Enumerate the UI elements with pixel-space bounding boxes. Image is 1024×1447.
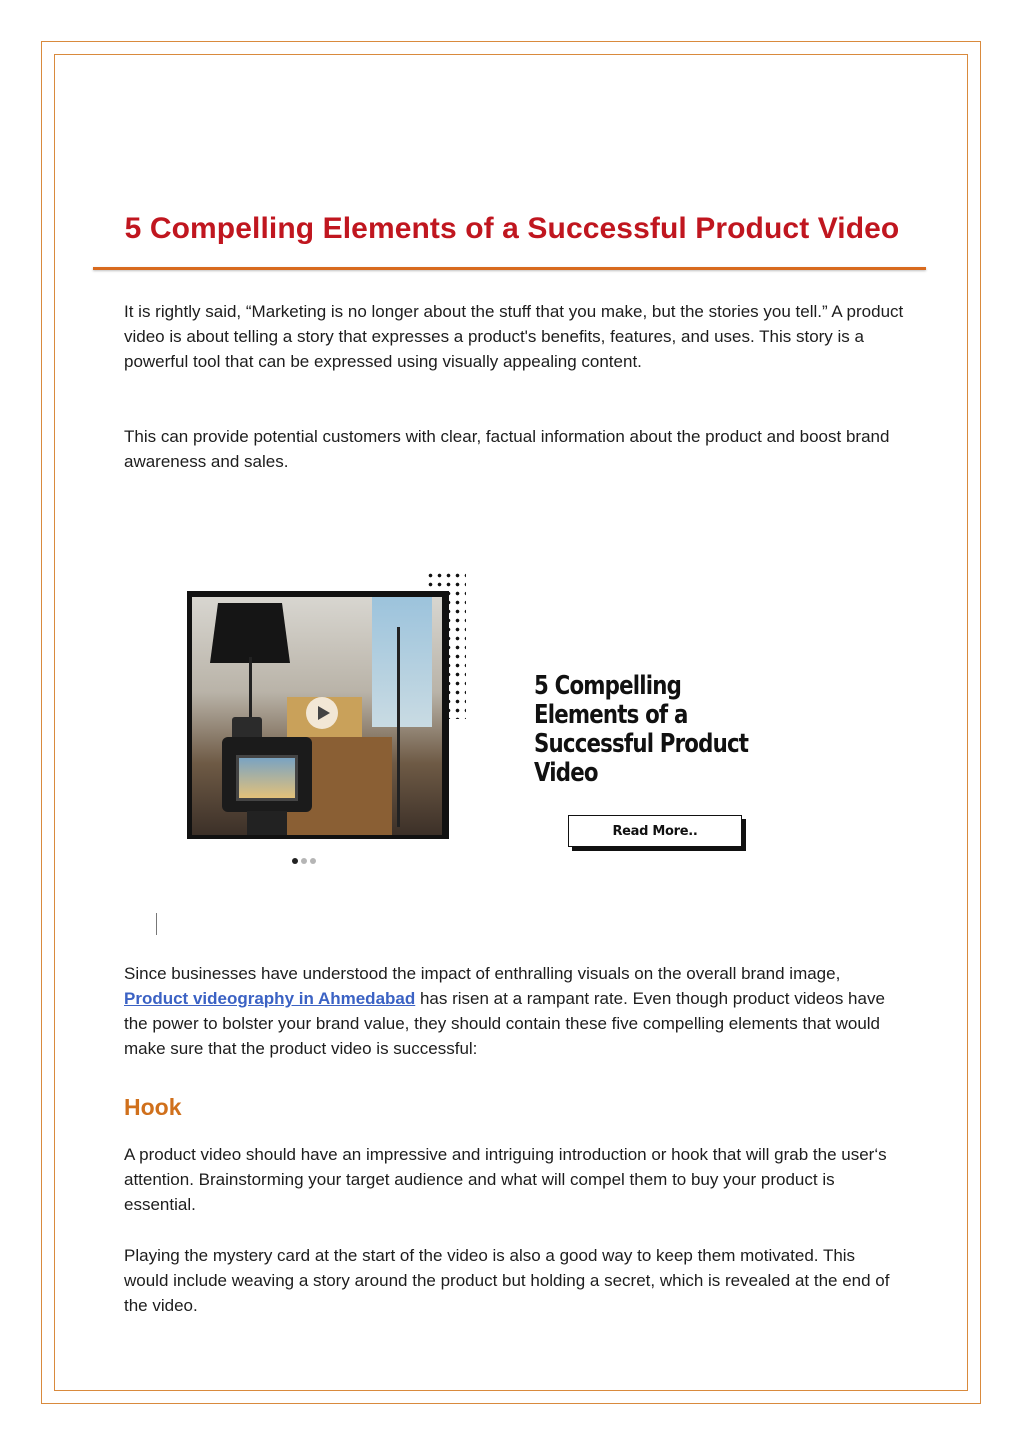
play-icon[interactable]: [306, 697, 338, 729]
hook-paragraph-2: Playing the mystery card at the start of the video is also a good way to keep them motivated. This would include weaving a story around the product but holding a secret, which is revealed at the end of the video.: [124, 1246, 890, 1315]
softbox-light: [210, 603, 290, 663]
intro-paragraph-2: This can provide potential customers with clear, factual information about the product and boost brand awareness and sales.: [124, 427, 890, 471]
studio-window: [372, 597, 432, 727]
slide-dot-3[interactable]: [310, 858, 316, 864]
banner-headline: 5 Compelling Elements of a Successful Product Video: [534, 671, 749, 788]
camera-screen: [236, 755, 298, 801]
read-more-button[interactable]: Read More..: [568, 815, 742, 847]
page-title: 5 Compelling Elements of a Successful Product Video: [124, 212, 900, 245]
light-stand-right: [397, 627, 400, 827]
slider-dots: [292, 851, 319, 869]
hook-paragraph-1: A product video should have an impressive and intriguing introduction or hook that will grab the user‘s attention. Brainstorming your target audience and what will compel them to buy your product is essential.: [124, 1145, 887, 1214]
section-heading-hook: Hook: [124, 1094, 182, 1120]
camera-icon: [222, 737, 312, 812]
slide-dot-1[interactable]: [292, 858, 298, 864]
slide-dot-2[interactable]: [301, 858, 307, 864]
text-cursor: [156, 913, 157, 935]
tripod: [247, 811, 287, 835]
body-paragraph: [124, 961, 904, 1061]
intro-paragraph-1: It is rightly said, “Marketing is no longer about the stuff that you make, but the stories you tell.” A product video is about telling a story that expresses a product's benefits, features, and uses. This story is a powerful tool that can be expressed using visually appealing content.: [124, 302, 904, 371]
body-text-before-link: Since businesses have understood the impact of enthralling visuals on the overall brand image,: [124, 964, 841, 983]
studio-photo[interactable]: [192, 597, 442, 835]
body-text-after-link: has risen at a rampant rate. Even though product videos have the power to bolster your brand value, they should contain these five compelling elements that would make sure that the product video is successful:: [124, 989, 885, 1058]
title-divider: [93, 267, 926, 270]
product-videography-link[interactable]: Product videography in Ahmedabad: [124, 989, 416, 1008]
